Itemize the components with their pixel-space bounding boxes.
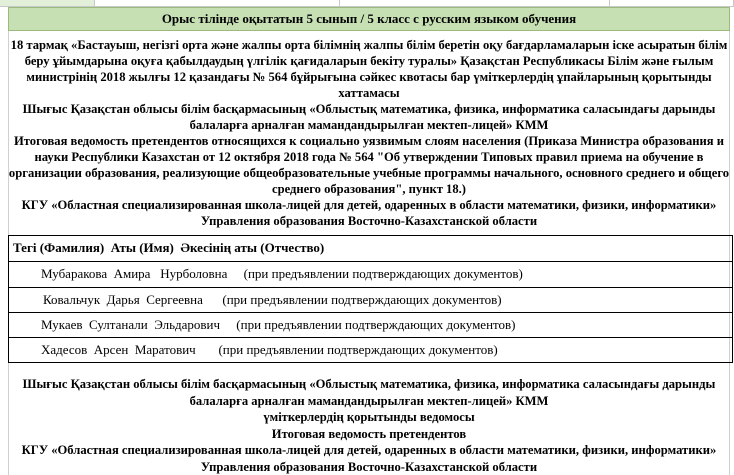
- sheet-header-title: Орыс тілінде оқытатын 5 сынып / 5 класс с русским языком обучения: [161, 11, 577, 26]
- spreadsheet-cell[interactable]: [95, 0, 340, 7]
- table-cell: Мубаракова Амира Нурболовна (при предъявлении подтверждающих документов): [41, 266, 523, 281]
- table-cell: Ковальчук Дарья Сергеевна (при предъявлении подтверждающих документов): [43, 292, 502, 307]
- table-header-row[interactable]: Тегі (Фамилия) Аты (Имя) Әкесінің аты (Отчество): [9, 236, 732, 262]
- footer-line: КГУ «Областная специализированная школа-лицей для детей, одаренных в области математики, физики, информатики»: [21, 443, 717, 457]
- table-cell: Мукаев Султанали Эльдарович (при предъявлении подтверждающих документов): [41, 317, 516, 332]
- table-row[interactable]: [9, 338, 732, 362]
- heading-line: среднего образования", пункт 18.): [272, 182, 466, 196]
- heading-line: министрінің 2018 жылғы 12 қазандағы № 564 бұйрығына сәйкес квотасы бар үміткерлердің ұпайларының қорытынды: [26, 70, 712, 84]
- heading-line: КГУ «Областная специализированная школа-лицей для детей, одаренных в области математики, физики, информатики»: [21, 198, 717, 212]
- spreadsheet-cell[interactable]: [610, 0, 734, 7]
- sheet-header-cell[interactable]: [8, 7, 730, 31]
- footer-line: Управления образования Восточно-Казахстанской области: [200, 459, 538, 474]
- footer-line: Шығыс Қазақстан облысы білім басқармасының «Облыстық математика, физика, информатика саласындағы дарынды: [22, 377, 716, 391]
- heading-line: Шығыс Қазақстан облысы білім басқармасының «Облыстық математика, физика, информатика саласындағы дарынды: [22, 102, 716, 116]
- footer-line: балаларға арналған мамандандырылған мектеп-лицей» КММ: [189, 393, 549, 408]
- table-row[interactable]: [9, 313, 732, 338]
- heading-line: беру ұйымдарына оқуға қабылдаудың үлгілік қағидаларын бекіту туралы» Қазақстан Республикасы Білім және ғылым: [24, 54, 714, 68]
- heading-line: Итоговая ведомость претендентов относящихся к социально уязвимым слоям населения (Приказа Министра образования и: [13, 134, 724, 148]
- document-footer-block[interactable]: [8, 376, 730, 475]
- heading-line: Управления образования Восточно-Казахстанской области: [200, 214, 538, 228]
- footer-line: Итоговая ведомость претендентов: [271, 426, 467, 441]
- heading-line: 18 тармақ «Бастауыш, негізгі орта және жалпы орта білімнің жалпы білім беретін оқу бағдарламаларын іске асыратын білім: [10, 38, 728, 52]
- spreadsheet-cell[interactable]: [340, 0, 610, 7]
- heading-line: организации образования, реализующие общеобразовательные учебные программы начального, основного среднего и общего: [8, 166, 730, 180]
- table-row[interactable]: [9, 262, 732, 288]
- heading-line: науки Республики Казахстан от 12 октября 2018 года № 564 "Об утверждении Типовых правил приема на обучение в: [34, 150, 704, 164]
- footer-line: үміткерлердің қорытынды ведомосы: [263, 410, 475, 424]
- table-cell: Хадесов Арсен Маратович (при предъявлении подтверждающих документов): [41, 342, 498, 357]
- document-heading-block[interactable]: [8, 37, 730, 229]
- spreadsheet-top-row: [0, 0, 734, 7]
- heading-line: хаттамасы: [338, 86, 400, 100]
- table-row[interactable]: [9, 288, 732, 313]
- applicants-table: [8, 235, 733, 363]
- spreadsheet-cell[interactable]: [0, 0, 95, 7]
- heading-line: балаларға арналған мамандандырылған мектеп-лицей» КММ: [189, 118, 549, 132]
